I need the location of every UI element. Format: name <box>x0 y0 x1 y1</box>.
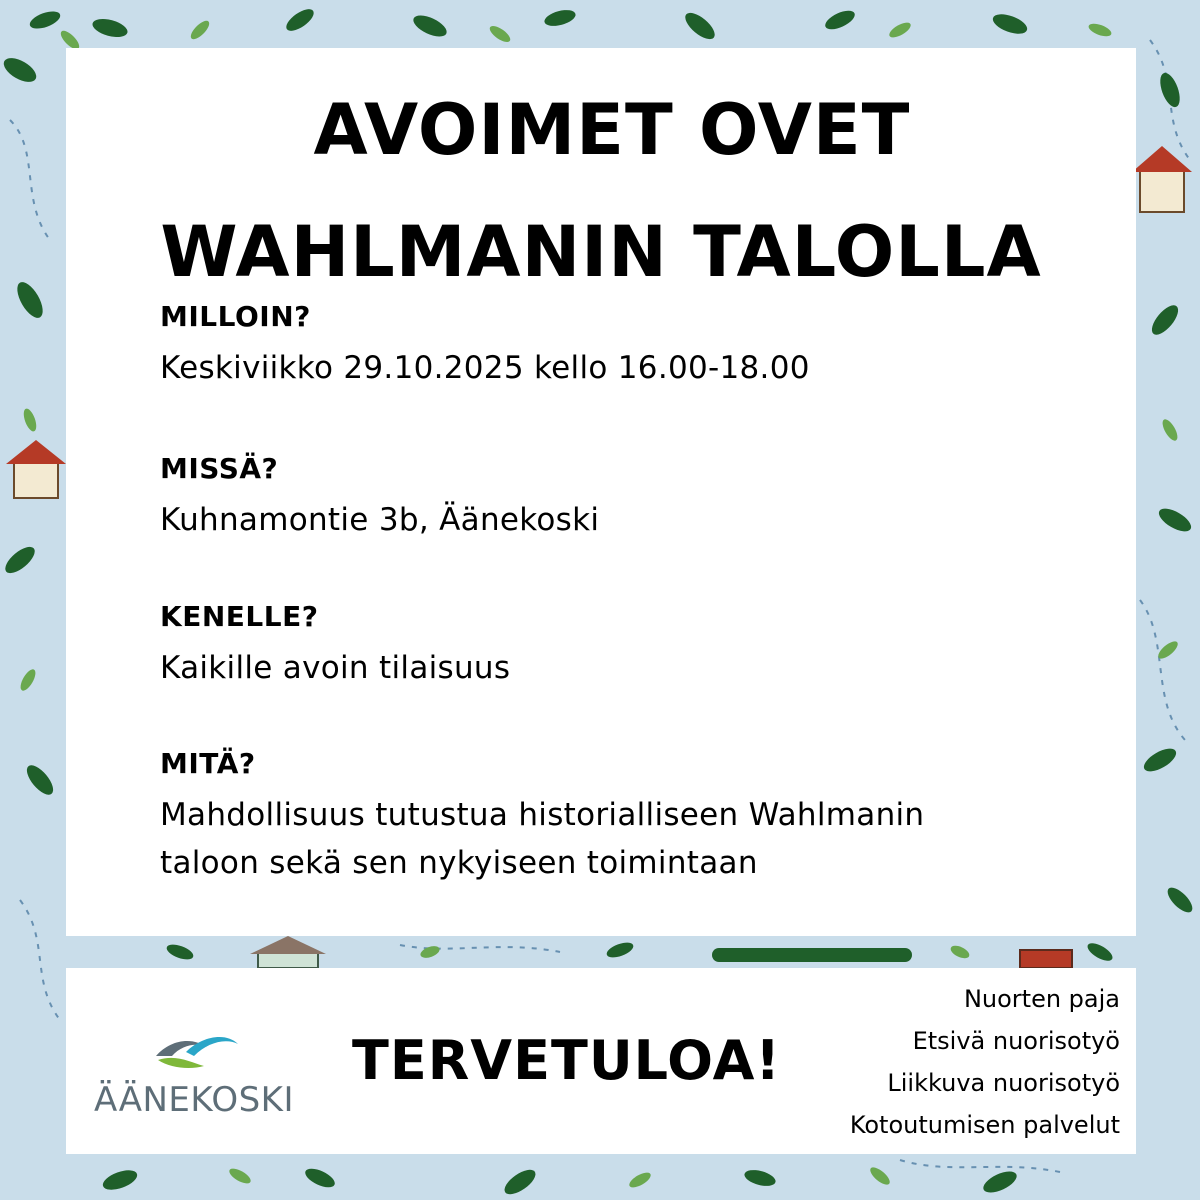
section-for-whom <box>160 598 1100 692</box>
poster-title-line-1: AVOIMET OVET <box>313 89 911 171</box>
section-when-heading: MILLOIN? <box>160 300 311 333</box>
section-where-heading: MISSÄ? <box>160 452 279 485</box>
main-info-panel <box>66 48 1136 936</box>
service-item: Etsivä nuorisotyö <box>912 1027 1120 1055</box>
service-item: Liikkuva nuorisotyö <box>887 1069 1120 1097</box>
section-where-body: Kuhnamontie 3b, Äänekoski <box>160 502 600 538</box>
section-what-body-line-2: taloon sekä sen nykyiseen toimintaan <box>160 845 758 881</box>
logo-wordmark: ÄÄNEKOSKI <box>94 1080 294 1120</box>
poster-title-line-2: WAHLMANIN TALOLLA <box>160 211 1042 293</box>
service-item: Nuorten paja <box>963 985 1120 1013</box>
service-item: Kotoutumisen palvelut <box>849 1111 1120 1139</box>
footer-panel <box>66 968 1136 1154</box>
section-where <box>160 450 1100 544</box>
section-for-whom-heading: KENELLE? <box>160 600 319 633</box>
aanekoski-logo-icon <box>150 1026 242 1078</box>
section-for-whom-body: Kaikille avoin tilaisuus <box>160 650 511 686</box>
services-list <box>850 978 1120 1146</box>
section-what-body <box>160 791 1100 887</box>
section-what-body-line-1: Mahdollisuus tutustua historialliseen Wahlmanin <box>160 797 925 833</box>
section-when-body: Keskiviikko 29.10.2025 kello 16.00-18.00 <box>160 350 810 386</box>
section-what-heading: MITÄ? <box>160 747 256 780</box>
section-what <box>160 745 1100 887</box>
section-when <box>160 298 1100 392</box>
welcome-heading: TERVETULOA! <box>352 1029 782 1092</box>
